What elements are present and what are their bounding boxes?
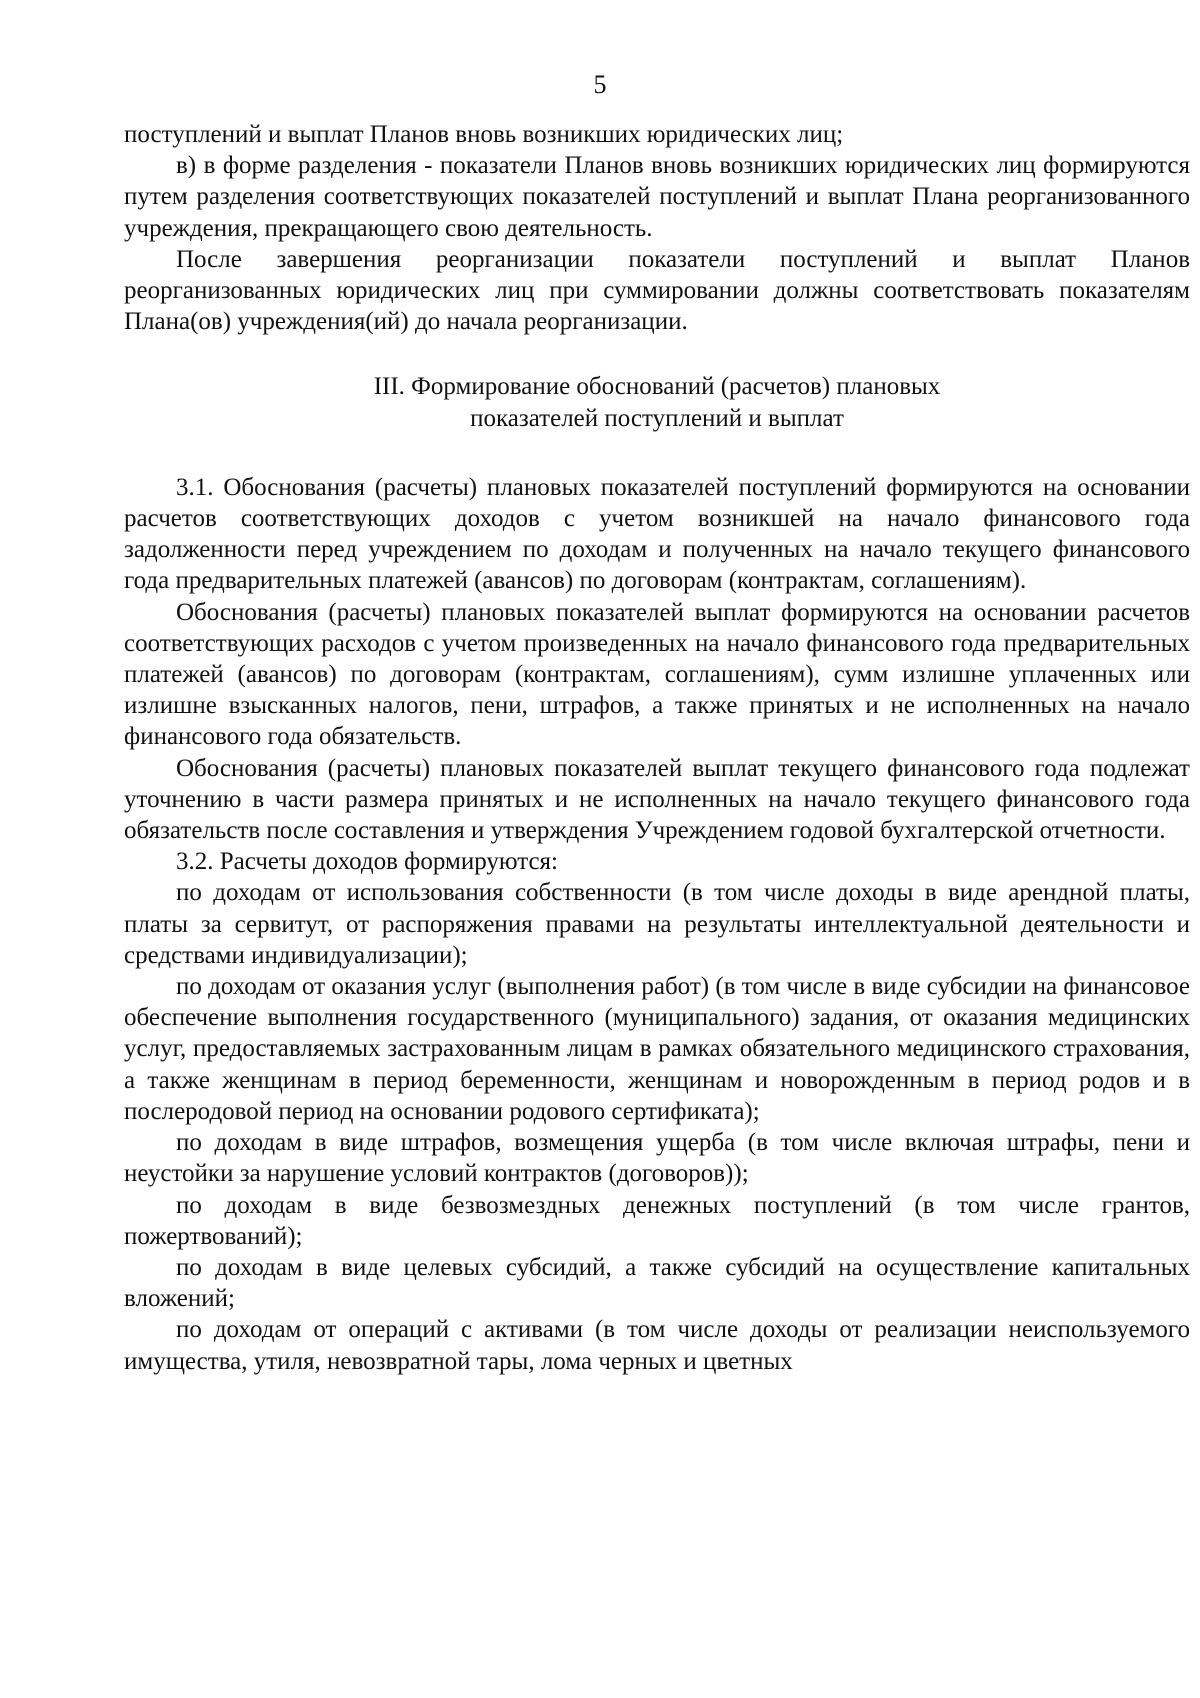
list-item-donations-income: по доходам в виде безвозмездных денежных поступлений (в том числе грантов, пожертвований); [124, 1191, 1190, 1250]
paragraph-expense-justification: Обоснования (расчеты) плановых показателей выплат формируются на основании расчетов соответствующих расходов с учетом произведенных на начало финансового года предварительных платежей (авансов) по договорам (контрактам, соглашениям), сумм излишне уплаченных или излишне взысканных налогов, пени, штрафов, а также принятых и не исполненных на начало финансового года обязательств. [124, 598, 1190, 751]
list-item-fines-income: по доходам в виде штрафов, возмещения ущерба (в том числе включая штрафы, пени и неустойки за нарушение условий контрактов (договоров)); [124, 1129, 1190, 1188]
paragraph-expense-refinement: Обоснования (расчеты) плановых показателей выплат текущего финансового года подлежат уточнению в части размера принятых и не исполненных на начало текущего финансового года обязательств после составления и утверждения Учреждением годовой бухгалтерской отчетности. [124, 754, 1190, 845]
paragraph-after-reorganization: После завершения реорганизации показатели поступлений и выплат Планов реорганизованных юридических лиц при суммировании должны соответствовать показателям Плана(ов) учреждения(ий) до начала реорганизации. [124, 245, 1190, 336]
section-heading-line-1: III. Формирование обоснований (расчетов) плановых [373, 373, 941, 401]
section-heading-line-2: показателей поступлений и выплат [470, 404, 844, 432]
paragraph-division-form: в) в форме разделения - показатели Планов вновь возникших юридических лиц формируются путем разделения соответствующих показателей поступлений и выплат Плана реорганизованного учреждения, прекращающего свою деятельность. [124, 152, 1190, 242]
list-item-property-income: по доходам от использования собственности (в том числе доходы в виде арендной платы, платы за сервитут, от распоряжения правами на результаты интеллектуальной деятельности и средствами индивидуализации); [124, 879, 1190, 969]
page-number: 5 [593, 70, 607, 99]
paragraph-3-1: 3.1. Обоснования (расчеты) плановых показателей поступлений формируются на основании расчетов соответствующих доходов с учетом возникшей на начало финансового года задолженности перед учреждением по доходам и полученных на начало текущего финансового года предварительных платежей (авансов) по договорам (контрактам, соглашениям). [124, 473, 1190, 595]
list-item-services-income: по доходам от оказания услуг (выполнения работ) (в том числе в виде субсидии на финансовое обеспечение выполнения государственного (муниципального) задания, от оказания медицинских услуг, предоставляемых застрахованным лицам в рамках обязательного медицинского страхования, а также женщинам в период беременности, женщинам и новорожденным в период родов и в послеродовой период на основании родового сертификата); [124, 973, 1190, 1125]
section-heading [124, 371, 1190, 433]
paragraph-3-2: 3.2. Расчеты доходов формируются: [176, 848, 558, 876]
list-item-subsidies-income: по доходам в виде целевых субсидий, а также субсидий на осуществление капитальных вложений; [124, 1253, 1190, 1313]
paragraph-continuation: поступлений и выплат Планов вновь возникших юридических лиц; [124, 121, 844, 148]
list-item-assets-income: по доходам от операций с активами (в том числе доходы от реализации неиспользуемого имущества, утиля, невозвратной тары, лома черных и цветных [124, 1316, 1190, 1375]
document-body [124, 119, 1190, 1377]
